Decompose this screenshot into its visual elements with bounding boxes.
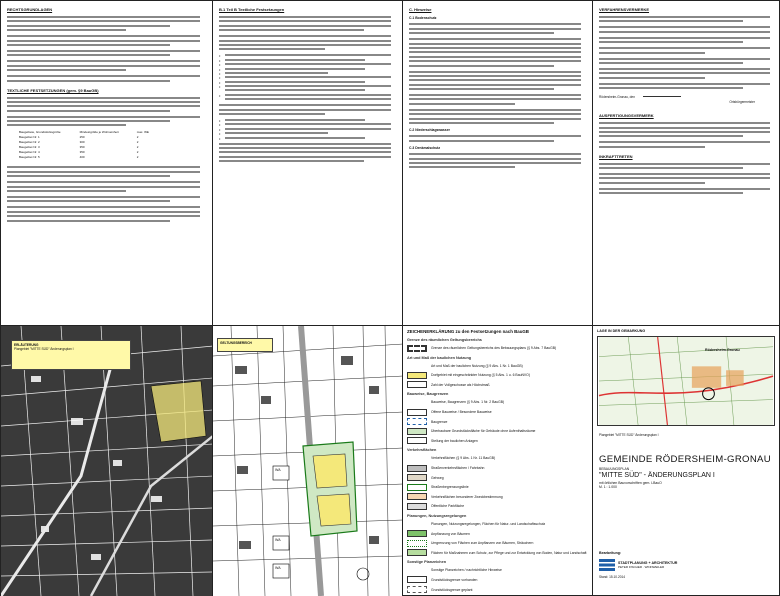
plan-scale: M. 1 : 1.000 xyxy=(599,485,617,489)
legend-symbol xyxy=(407,540,427,547)
legend-label: Überbaubare Grundstücksfläche für Gebäude ohne Aufenthaltsräume xyxy=(431,429,536,434)
col1-title: RECHTSGRUNDLAGEN xyxy=(7,7,53,12)
legend-item xyxy=(407,455,588,462)
table-row: Baugebiet Nr. 2 300 2 xyxy=(19,140,139,145)
col4-signature-label: Rödersheim-Gronau, den xyxy=(599,95,635,100)
legend-section-heading: Art und Maß der baulichen Nutzung xyxy=(407,355,472,360)
legend-symbol xyxy=(407,372,427,379)
table-header: Baugebiete, Grundstücksgröße xyxy=(19,130,61,135)
location-map xyxy=(597,336,775,426)
text-column-2 xyxy=(213,1,403,325)
zone-label: WA xyxy=(275,538,281,542)
table-row: Baugebiet Nr. 1 250 2 xyxy=(19,135,139,140)
legend-symbol xyxy=(407,381,427,388)
legend-symbol xyxy=(407,493,427,500)
plan-subtitle: mit örtlichen Bauvorschriften gem. LBauO xyxy=(599,481,662,485)
text-column-4 xyxy=(593,1,780,325)
legend-item xyxy=(407,345,588,352)
legend-item xyxy=(407,428,588,435)
col3-sub-2: C.2 Niederschlagswasser xyxy=(409,128,450,133)
legend-symbol xyxy=(407,345,427,352)
cadastral-map xyxy=(213,326,403,596)
plan-type: BEBAUUNGSPLAN xyxy=(599,467,630,471)
location-caption: Plangebiet "MITTE SÜD" Änderungsplan I xyxy=(599,433,659,437)
legend-label: Dorfgebiet mit eingeschränkter Nutzung (§ 5 Abs. 1 u. 6 BauNVO) xyxy=(431,373,530,378)
legend-item xyxy=(407,493,588,500)
legend-symbol xyxy=(407,362,427,369)
legend-item xyxy=(407,437,588,444)
legend-label: Verkehrsflächen (§ 9 Abs. 1 Nr. 11 BauGB) xyxy=(431,456,496,461)
legend-symbol xyxy=(407,465,427,472)
col3-sub-1: C.1 Bodenschutz xyxy=(409,16,437,20)
legend-item xyxy=(407,418,588,425)
col4-title: VERFAHRENSVERMERKE xyxy=(599,7,650,12)
legend-symbol xyxy=(407,549,427,556)
legend-symbol xyxy=(407,503,427,510)
title-panel xyxy=(593,326,780,596)
legend-label: Öffentliche Parkfläche xyxy=(431,504,465,509)
legend-item xyxy=(407,399,588,406)
legend-list xyxy=(403,338,592,593)
legend-label: Straßenverkehrsflächen / Fahrbahn xyxy=(431,466,485,471)
legend-symbol xyxy=(407,576,427,583)
legend-symbol xyxy=(407,474,427,481)
legend-item xyxy=(407,474,588,481)
legend-item xyxy=(407,540,588,547)
zone-label: WA xyxy=(275,566,281,570)
planner-block xyxy=(599,551,775,579)
legend-symbol xyxy=(407,455,427,462)
legend-item xyxy=(407,409,588,416)
legend-label: Grenze des räumlichen Geltungsbereichs des Bebauungsplans (§ 9 Abs. 7 BauGB) xyxy=(431,346,557,351)
cadastral-note: GELTUNGSBEREICH xyxy=(217,338,273,352)
legend-item xyxy=(407,549,588,556)
legend-label: Anpflanzung von Bäumen xyxy=(431,531,470,536)
legend-item xyxy=(407,362,588,369)
plan-name: "MITTE SÜD" - ÄNDERUNGSPLAN I xyxy=(599,472,715,479)
planner-label: Bearbeitung: xyxy=(599,551,622,555)
legend-item xyxy=(407,586,588,593)
legend-item xyxy=(407,567,588,574)
legend-symbol xyxy=(407,484,427,491)
col1-para-1 xyxy=(7,16,206,31)
table-header: Mindestgröße je Wohneinheit xyxy=(79,130,119,135)
legend-symbol xyxy=(407,428,427,435)
legend-label: Planungen, Nutzungsregelungen, Flächen für Natur- und Landschaftsschutz xyxy=(431,522,546,526)
table-header: max. WE xyxy=(136,130,149,135)
title-block xyxy=(599,454,775,489)
legend-label: Offene Bauweise / Besondere Bauweise xyxy=(431,410,492,415)
legend-item xyxy=(407,576,588,583)
zone-label: WA xyxy=(275,468,281,472)
legend-symbol xyxy=(407,521,427,528)
town-label: Rödersheim-Gronau xyxy=(705,348,740,352)
municipality-title: GEMEINDE RÖDERSHEIM-GRONAU xyxy=(599,454,771,465)
table-row: Baugebiet Nr. 5 400 2 xyxy=(19,155,139,160)
legend-symbol xyxy=(407,399,427,406)
aerial-note: ERLÄUTERUNG Plangebiet "MITTE SÜD" Änderungsplan I xyxy=(11,340,131,370)
plan-date: Stand: 15.10.2014 xyxy=(599,575,626,579)
legend-label: Stellung der baulichen Anlagen xyxy=(431,438,478,443)
legend-section-heading: Sonstige Planzeichen xyxy=(407,560,447,565)
legend-label: Sonstige Planzeichen / nachrichtliche Hinweise xyxy=(431,568,502,573)
location-map-title: LAGE IN DER GEMARKUNG xyxy=(597,329,646,333)
legend-label: Baugrenze xyxy=(431,419,448,424)
legend-label: Straßenbegrenzungslinie xyxy=(431,485,469,490)
legend-symbol xyxy=(407,530,427,537)
col1-heading-2: TEXTLICHE FESTSETZUNGEN (gem. §9 BauGB) xyxy=(7,87,99,93)
legend-item xyxy=(407,465,588,472)
legend-label: Gehweg xyxy=(431,475,444,480)
legend-label: Zahl der Vollgeschosse als Höchstmaß xyxy=(431,382,490,387)
legend-label: Verkehrsflächen besonderer Zweckbestimmung xyxy=(431,494,503,499)
legend-section-heading: Grenze des räumlichen Geltungsbereichs xyxy=(407,338,482,342)
legend-symbol xyxy=(407,409,427,416)
table-row: Baugebiet Nr. 4 350 2 xyxy=(19,150,139,155)
legend-panel xyxy=(403,326,593,596)
text-column-3 xyxy=(403,1,593,325)
legend-symbol xyxy=(407,437,427,444)
planner-name: STADTPLANUNG + ARCHITEKTUR xyxy=(618,561,678,565)
legend-item xyxy=(407,530,588,537)
legend-item xyxy=(407,521,588,528)
col4-heading-2: AUSFERTIGUNGSVERMERK xyxy=(599,113,654,119)
text-column-1 xyxy=(1,1,213,325)
col3-sub-3: C.3 Denkmalschutz xyxy=(409,145,441,150)
map-panel-aerial xyxy=(1,326,213,596)
legend-symbol xyxy=(407,567,427,574)
legend-label: Grundstücksgrenze geplant xyxy=(431,587,473,592)
legend-section-heading: Verkehrsflächen xyxy=(407,448,437,453)
legend-symbol xyxy=(407,418,427,425)
col4-signer: Ortsbürgermeister xyxy=(729,100,755,105)
legend-label: Grundstücksgrenze vorhanden xyxy=(431,577,478,582)
legend-item xyxy=(407,372,588,379)
planner-logo-icon xyxy=(599,559,615,571)
legend-label: Art und Maß der baulichen Nutzung (§ 9 Abs. 1 Nr. 1 BauGB) xyxy=(431,363,523,368)
legend-item xyxy=(407,381,588,388)
legend-item xyxy=(407,503,588,510)
planner-subname: PETER FISCHER · WINNWEILER xyxy=(618,565,665,569)
col2-title: B.1 Teil B Textliche Festsetzungen xyxy=(219,7,285,12)
col3-title: C. Hinweise xyxy=(409,7,432,12)
legend-label: Bauweise, Baugrenzen (§ 9 Abs. 1 Nr. 2 BauGB) xyxy=(431,400,505,405)
col4-heading-3: INKRAFTTRETEN xyxy=(599,153,633,159)
legend-title: ZEICHENERKLÄRUNG zu den Festsetzungen nach BauGB xyxy=(407,329,529,334)
legend-section-heading: Planungen, Nutzungsregelungen xyxy=(407,513,467,518)
legend-label: Flächen für Maßnahmen zum Schutz, zur Pflege und zur Entwicklung von Boden, Natur und Landschaft xyxy=(431,550,587,555)
col1-table xyxy=(17,130,156,160)
table-row: Baugebiet Nr. 3 350 2 xyxy=(19,145,139,150)
legend-label: Umgrenzung von Flächen zum Anpflanzen von Bäumen, Sträuchern xyxy=(431,541,534,546)
map-panel-cadastral xyxy=(213,326,403,596)
legend-section-heading: Bauweise, Baugrenzen xyxy=(407,392,449,397)
legend-symbol xyxy=(407,586,427,593)
legend-item xyxy=(407,484,588,491)
